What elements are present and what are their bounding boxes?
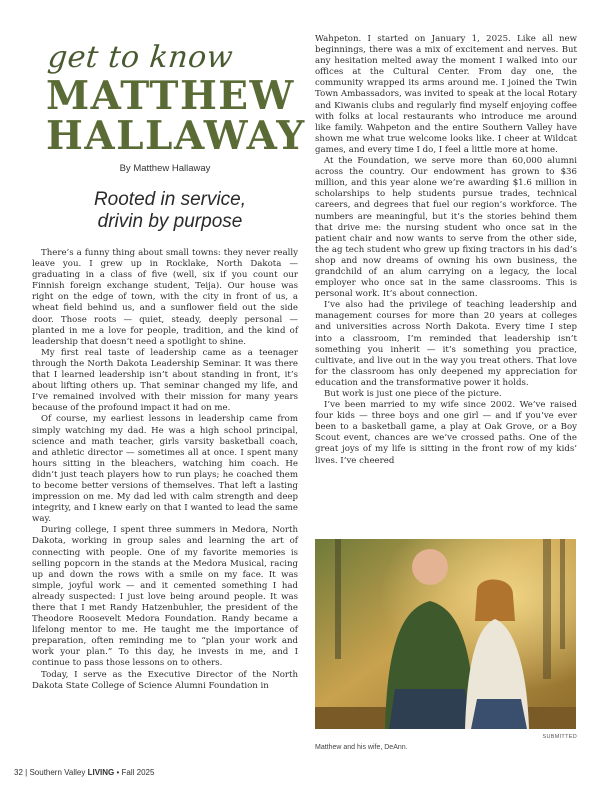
paragraph: At the Foundation, we serve more than 60,000 alumni across the country. Our endowment has grown to $36 million, and this year alone we’re awarding $1.6 million in scholarships to help students pursue trades, technical careers, and degrees that fuel our region’s workforce. The numbers are meaningful, but it’s the stories behind them that drive me: the nursing student who once sat in the patient chair and now wants to serve from the other side, the ag tech student who grew up fixing tractors in his dad’s shop and now dreams of owning his own business, the grandchild of an alum carrying on a legacy, the local employer who once sat in the same classrooms. This is personal work. It’s about connection. bbox=[315, 156, 577, 300]
photo-caption: Matthew and his wife, DeAnn. bbox=[315, 744, 408, 751]
paragraph: I’ve been married to my wife since 2002. We’ve raised four kids — three boys and one girl — and if you’ve ever been to a basketball game, a play at Oak Grove, or a Boy Scout event, chances are we’ve crossed paths. One of the great joys of my life is sitting in the front row of my kids’ lives. I’ve cheered bbox=[315, 400, 577, 466]
couple-photo bbox=[315, 539, 576, 729]
name-last: HALLAWAY bbox=[46, 113, 306, 159]
paragraph: Of course, my earliest lessons in leadership came from simply watching my dad. He was a high school principal, science and math teacher, girls varsity basketball coach, and athletic director — sometimes all at once. I spent many hours sitting in the bleachers, watching him coach. He didn’t just teach players how to run plays; he coached them to become better versions of themselves. That left a lasting impression on me. My dad led with calm strength and deep integrity, and I knew early on that I wanted to lead the same way. bbox=[32, 414, 298, 525]
subhead-line-1: Rooted in service, bbox=[93, 189, 247, 210]
subhead-line-2: drivin by purpose bbox=[97, 211, 243, 232]
publication-prefix: Southern Valley bbox=[29, 768, 86, 777]
couple-photo-illustration bbox=[315, 539, 576, 729]
page-number: 32 bbox=[14, 768, 23, 777]
article-column-right bbox=[315, 34, 577, 467]
name-first: MATTHEW bbox=[46, 73, 295, 119]
paragraph: There’s a funny thing about small towns: they never really leave you. I grew up in Rocklake, North Dakota — graduating in a class of five (well, six if you count our Finnish foreign exchange student, Teija). Our house was right on the edge of town, with the city in front of us, a wheat field behind us, and a sunflower field out the side door. Those roots — quiet, steady, deeply personal — planted in me a love for people, tradition, and the kind of leadership that doesn’t need a spotlight to shine. bbox=[32, 248, 298, 347]
photo-credit: SUBMITTED bbox=[542, 734, 577, 740]
paragraph: During college, I spent three summers in Medora, North Dakota, working in group sales and learning the art of connecting with people. One of my favorite memories is selling popcorn in the stands at the Medora Musical, racing up and down the rows with a smile on my face. It was simple, joyful work — and it cemented something I had already suspected: I just love being around people. It was there that I met Randy Hatzenbuhler, the president of the Theodore Roosevelt Medora Foundation. Randy became a lifelong mentor to me. He taught me the importance of preparation, often reminding me to “plan your work and work your plan.” To this day, he invests in me, and I continue to pass those lessons on to others. bbox=[32, 525, 298, 669]
byline: By Matthew Hallaway bbox=[119, 163, 211, 174]
paragraph: My first real taste of leadership came as a teenager through the North Dakota Leadership Seminar. It was there that I learned leadership isn’t about standing in front, it’s about lifting others up. That seminar changed my life, and I’ve remained involved with their mission for many years because of the profound impact it had on me. bbox=[32, 347, 298, 414]
footer-separator: | bbox=[25, 768, 28, 777]
issue-date: Fall 2025 bbox=[121, 768, 155, 777]
paragraph: I’ve also had the privilege of teaching leadership and management courses for more than 20 years at colleges and universities across North Dakota. Every time I step into a classroom, I’m reminded that leadership isn’t something you inherit — it’s something you practice, cultivate, and live out in the way you treat others. That love for the classroom has only deepened my appreciation for education and the transformative power it holds. bbox=[315, 300, 577, 388]
kicker-title: get to know bbox=[46, 40, 235, 75]
article-column-left bbox=[32, 248, 298, 692]
footer-bullet: • bbox=[116, 768, 120, 777]
publication-name-bold: LIVING bbox=[87, 768, 115, 777]
subheadline bbox=[40, 189, 300, 233]
paragraph: Wahpeton. I started on January 1, 2025. Like all new beginnings, there was a mix of excitement and nerves. But any hesitation melted away the moment I walked into our offices at the Cultural Center. From day one, the community wrapped its arms around me. I joined the Twin Town Ambassadors, was invited to speak at the local Rotary and Kiwanis clubs and regularly find myself enjoying coffee with folks at local restaurants who introduce me around like family. Wahpeton and the entire Southern Valley have shown me what true welcome looks like. I cheer at Wildcat games, and every time I do, I feel a little more at home. bbox=[315, 34, 577, 155]
paragraph: But work is just one piece of the picture. bbox=[324, 389, 502, 399]
page-footer bbox=[14, 768, 154, 777]
paragraph: Today, I serve as the Executive Director of the North Dakota State College of Science Alumni Foundation in bbox=[32, 669, 298, 691]
